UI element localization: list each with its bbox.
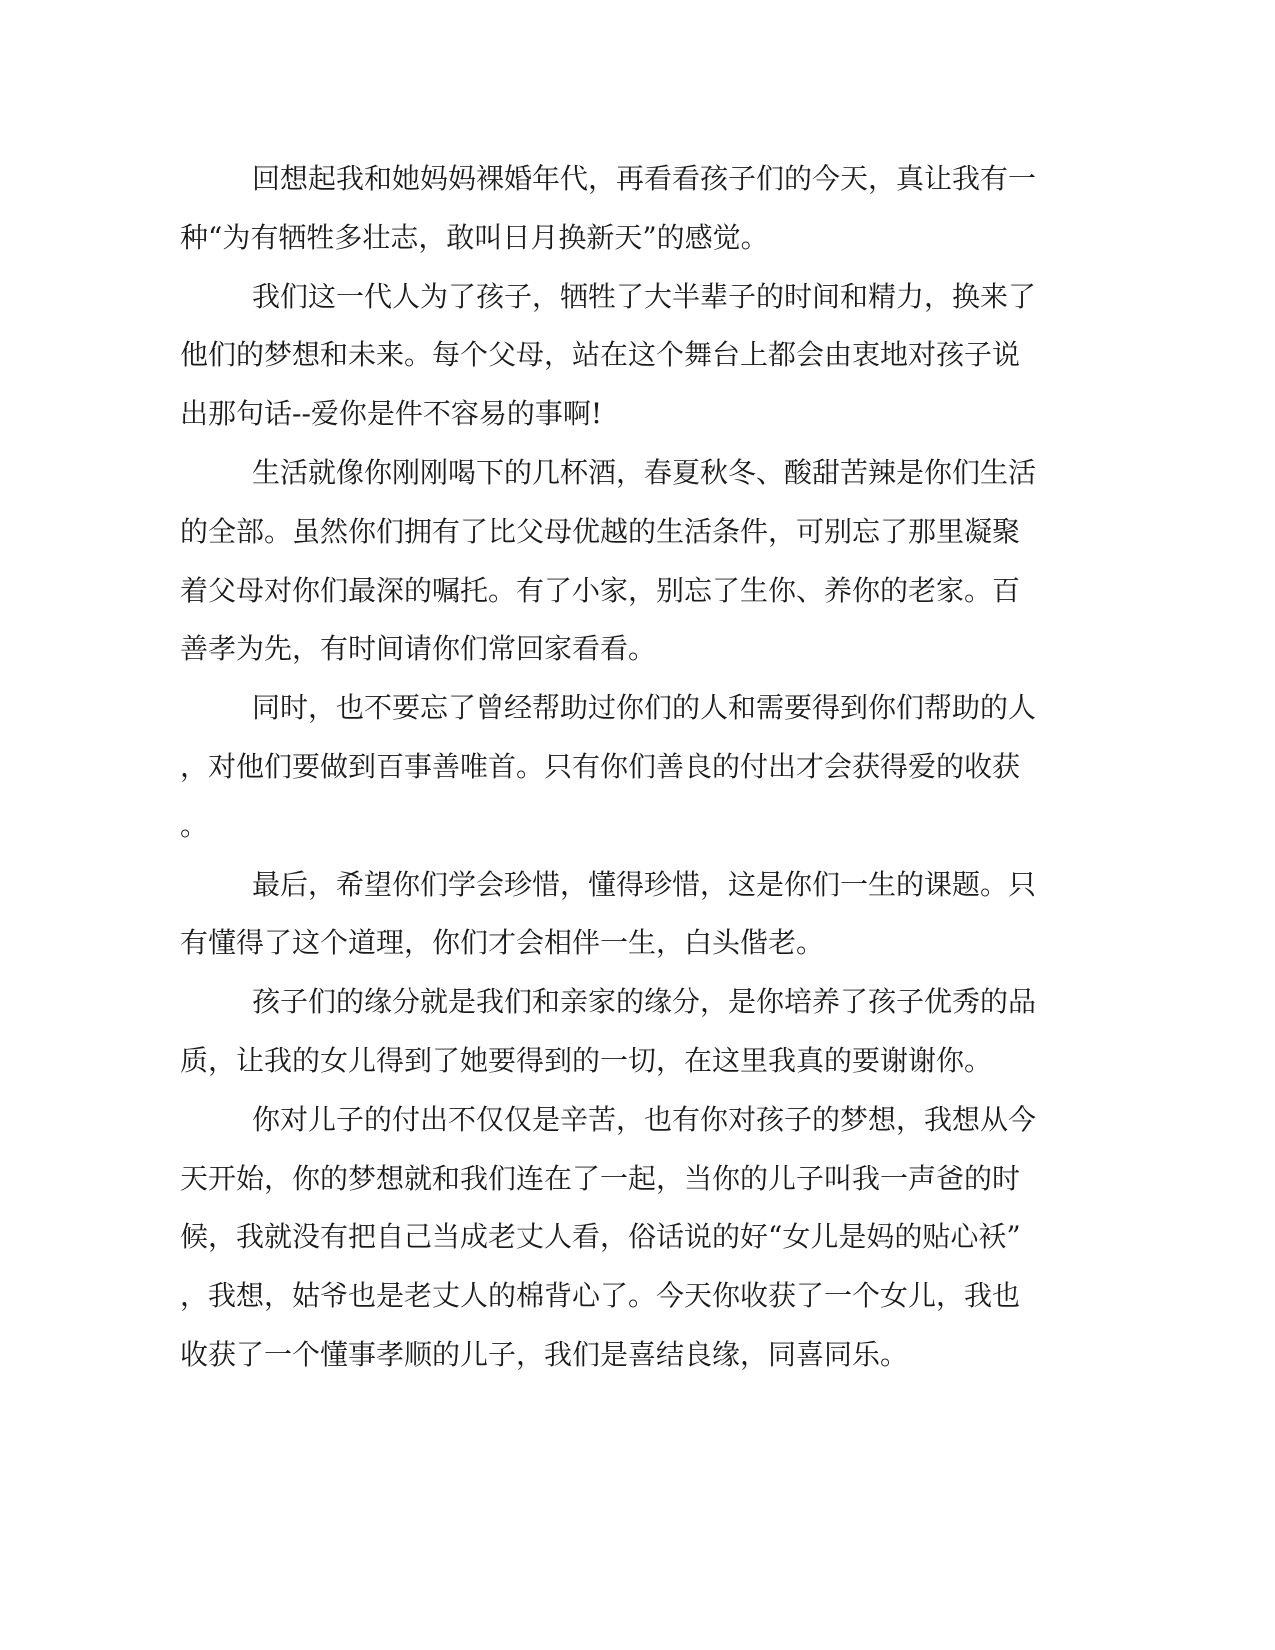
paragraph-line: 。	[180, 808, 209, 842]
paragraph-2	[180, 268, 1040, 444]
paragraph-line: 质，让我的女儿得到了她要得到的一切，在这里我真的要谢谢你。	[180, 1043, 993, 1077]
paragraph-line: 我们这一代人为了孩子，牺牲了大半辈子的时间和精力，换来了	[252, 279, 1037, 313]
paragraph-line: 善孝为先，有时间请你们常回家看看。	[180, 632, 657, 666]
paragraph-line: ，我想，姑爷也是老丈人的棉背心了。今天你收获了一个女儿，我也	[180, 1279, 1021, 1313]
paragraph-6	[180, 973, 1040, 1091]
paragraph-line: 有懂得了这个道理，你们才会相伴一生，白头偕老。	[180, 926, 825, 960]
paragraph-5	[180, 856, 1040, 974]
paragraph-line: 最后，希望你们学会珍惜，懂得珍惜，这是你们一生的课题。只	[252, 867, 1037, 901]
paragraph-line: ，对他们要做到百事善唯首。只有你们善良的付出才会获得爱的收获	[180, 749, 1021, 783]
paragraph-line: 他们的梦想和未来。每个父母，站在这个舞台上都会由衷地对孩子说	[180, 338, 1021, 372]
paragraph-line: 同时，也不要忘了曾经帮助过你们的人和需要得到你们帮助的人	[252, 691, 1037, 725]
paragraph-line: 的全部。虽然你们拥有了比父母优越的生活条件，可别忘了那里凝聚	[180, 514, 1021, 548]
paragraph-line: 天开始，你的梦想就和我们连在了一起，当你的儿子叫我一声爸的时	[180, 1161, 1021, 1195]
paragraph-line: 生活就像你刚刚喝下的几杯酒，春夏秋冬、酸甜苦辣是你们生活	[252, 455, 1037, 489]
paragraph-line: 种“为有牺牲多壮志，敢叫日月换新天”的感觉。	[180, 220, 769, 254]
paragraph-1	[180, 150, 1040, 268]
paragraph-line: 着父母对你们最深的嘱托。有了小家，别忘了生你、养你的老家。百	[180, 573, 1021, 607]
paragraph-3	[180, 444, 1040, 679]
paragraph-line: 收获了一个懂事孝顺的儿子，我们是喜结良缘，同喜同乐。	[180, 1337, 909, 1371]
paragraph-4	[180, 679, 1040, 855]
paragraph-line: 回想起我和她妈妈裸婚年代，再看看孩子们的今天，真让我有一	[252, 162, 1037, 195]
paragraph-line: 候，我就没有把自己当成老丈人看，俗话说的好“女儿是妈的贴心袄”	[180, 1220, 1021, 1254]
document-body	[180, 150, 1040, 1385]
paragraph-line: 出那句话--爱你是件不容易的事啊!	[180, 397, 603, 431]
paragraph-7	[180, 1091, 1040, 1385]
paragraph-line: 孩子们的缘分就是我们和亲家的缘分，是你培养了孩子优秀的品	[252, 985, 1037, 1019]
paragraph-line: 你对儿子的付出不仅仅是辛苦，也有你对孩子的梦想，我想从今	[252, 1102, 1037, 1136]
